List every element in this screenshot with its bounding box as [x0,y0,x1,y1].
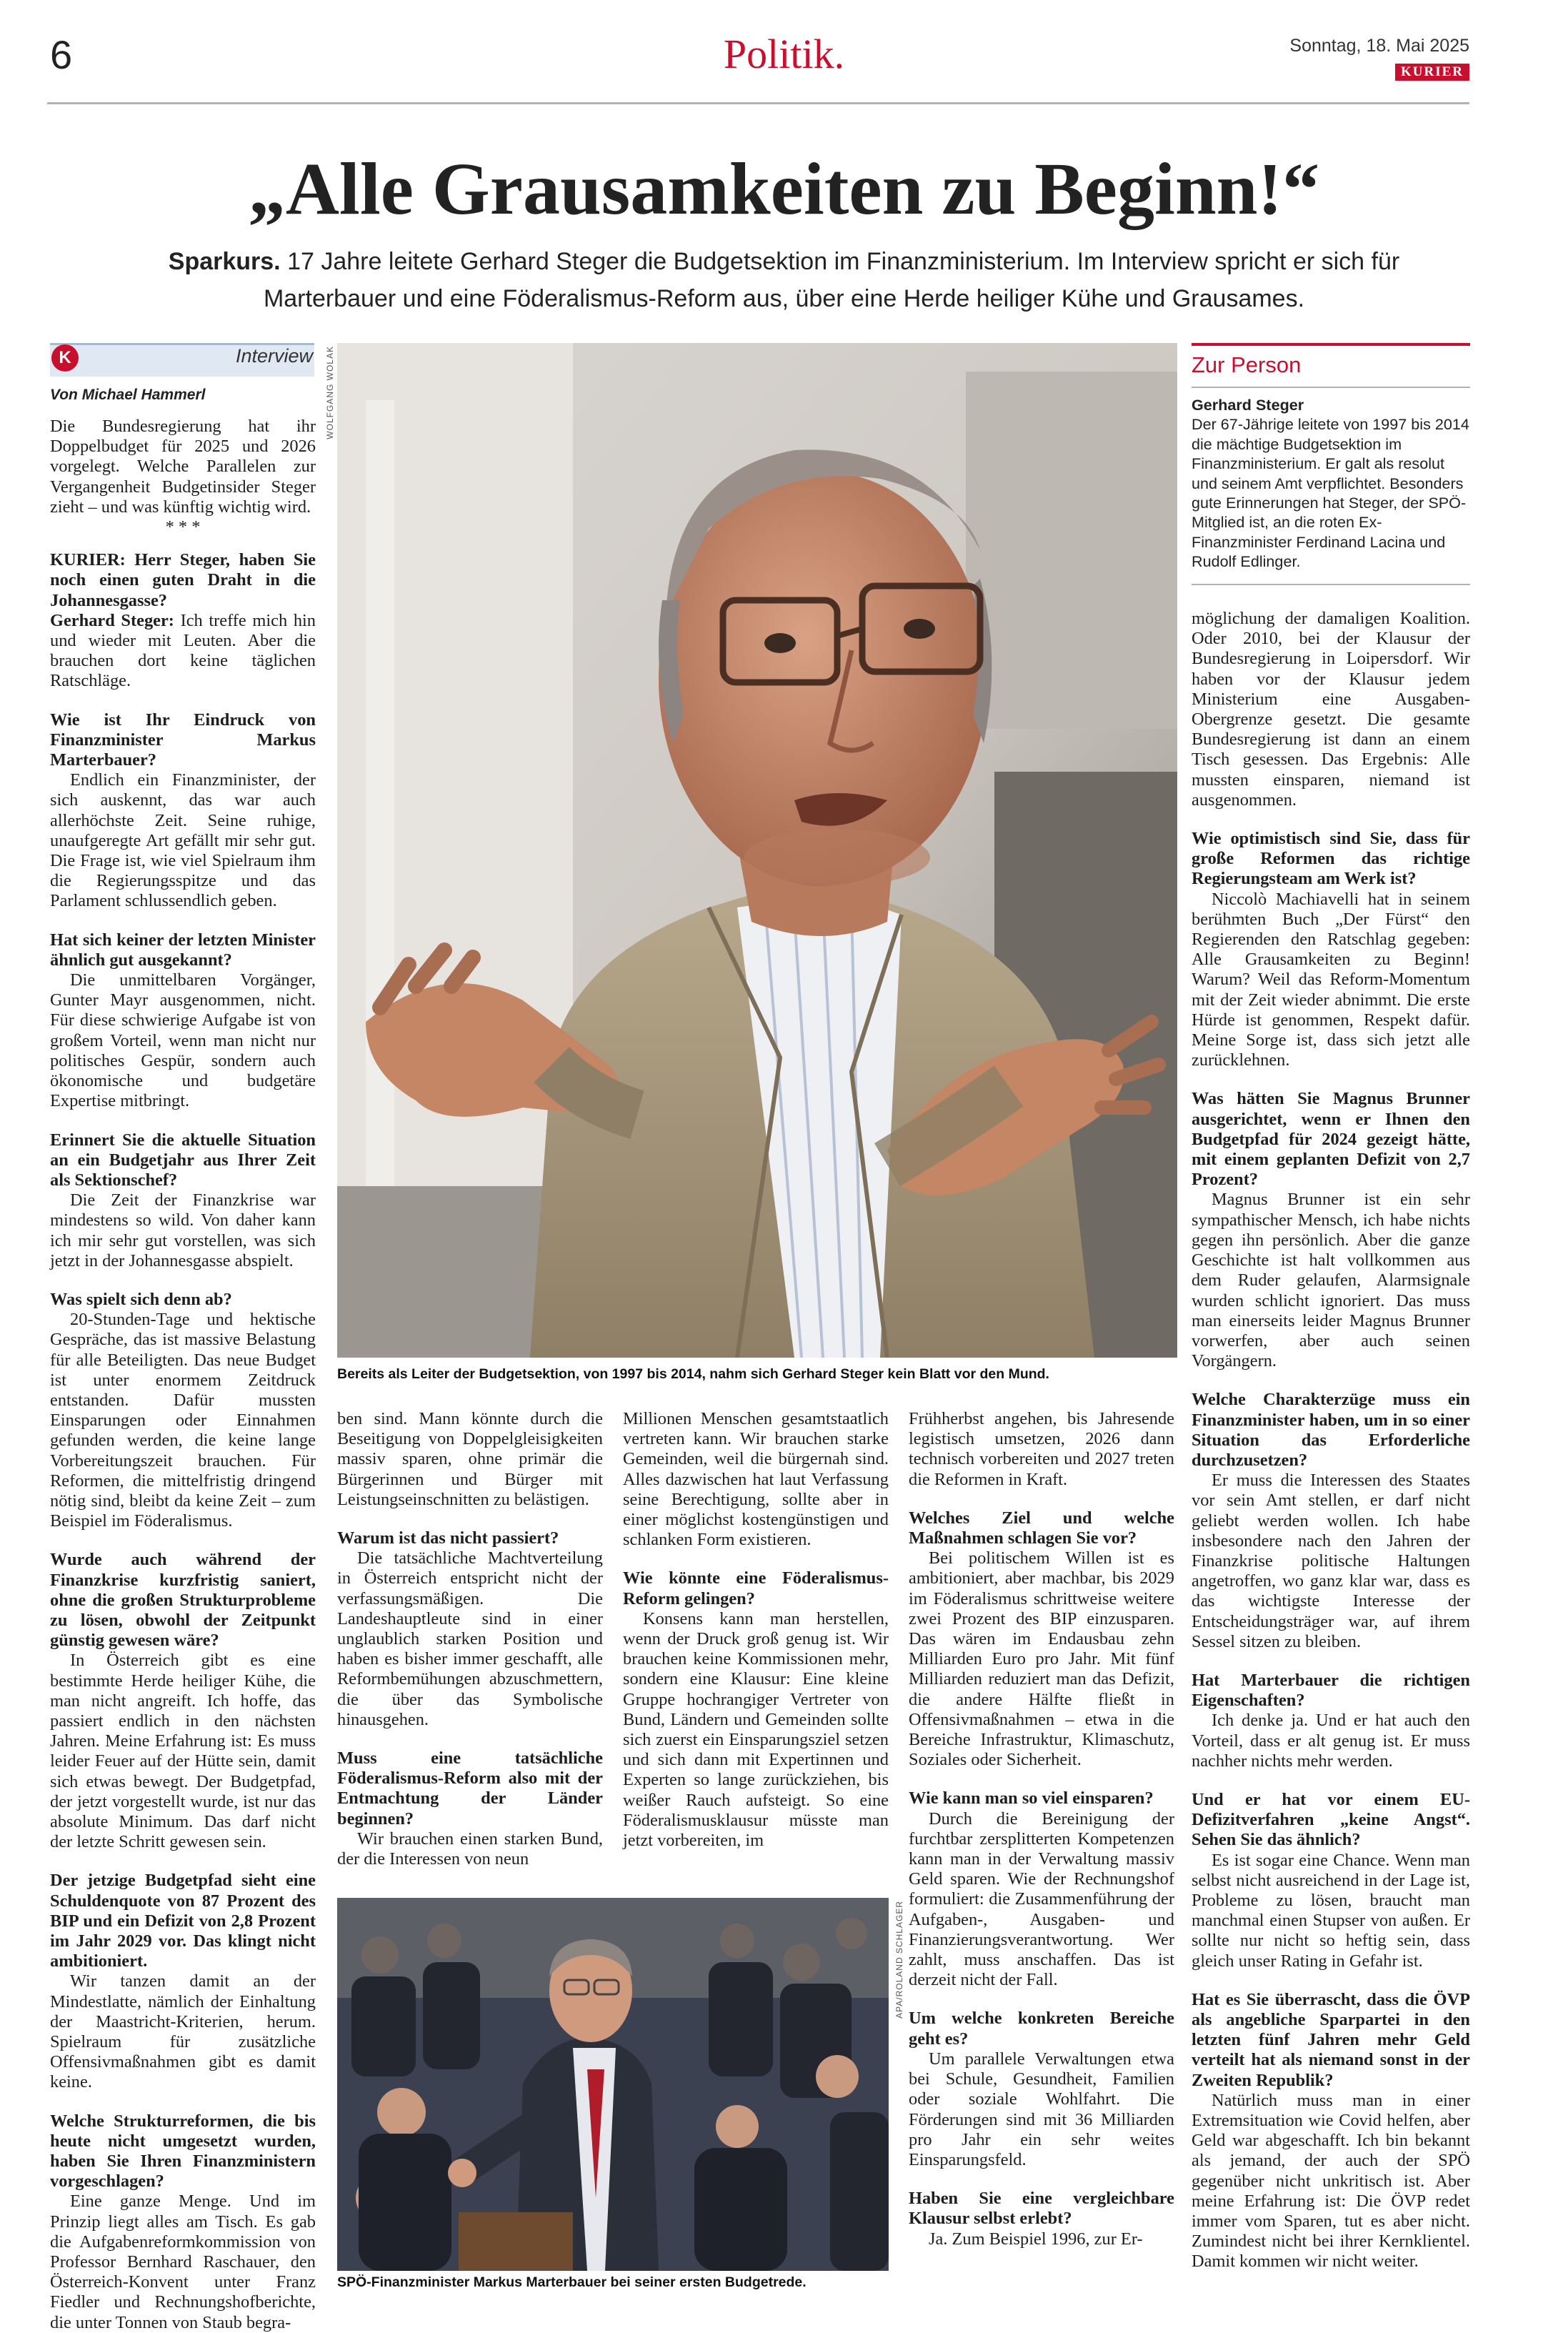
question: Hat sich keiner der letzten Minister ähnlich gut ausgekannt? [50,930,316,970]
question: Wie kann man so viel einsparen? [909,1789,1154,1809]
person-box-title: Zur Person [1192,352,1302,377]
answer-text: Ich treffe mich hin und wieder mit Leuten. Aber die brauchen dort keine täglichen Ratschläge. [50,610,316,691]
column-2 [337,1409,603,1869]
answer: Ja. Zum Beispiel 1996, zur Er- [929,2229,1143,2249]
headline: „Alle Grausamkeiten zu Beginn!“ [248,148,1320,230]
question: Wie könnte eine Föderalismus-Reform gelingen? [623,1568,889,1608]
question: Haben Sie eine vergleichbare Klausur selbst erlebt? [909,2189,1174,2229]
question: Wie optimistisch sind Sie, dass für große Reformen das richtige Regierungsteam am Werk ist? [1192,829,1470,889]
answer [50,611,316,692]
main-photo [337,343,1177,1358]
brand-logo: KURIER [1395,64,1469,81]
second-photo [337,1898,889,2271]
column-3 [623,1409,889,1851]
answer: Millionen Menschen gesamtstaatlich vertreten kann. Wir brauchen starke Gemeinden, weil die bürgernah sind. Alles dazwischen hat laut Verfassung seine Berechtigung, sollte aber in einer möglichst kostengünstigen und schlanken Form existieren. [623,1409,889,1550]
interview-label: Interview [235,345,313,367]
stars-separator: * * * [165,517,201,537]
photo-credit: WOLFGANG WOLAK [325,346,335,439]
answer: Durch die Bereinigung der furchtbar zersplitterten Kompetenzen kann man in der Verwaltung massiv Geld sparen. Wie der Rechnungshof formuliert: die Zusammenführung der Aufgaben-, Ausgaben- und Finanzierungsverantwortung. Wer zahlt, muss anschaffen. Das ist derzeit nicht der Fall. [909,1809,1174,1990]
person-name: Gerhard Steger [1192,396,1304,414]
person-box-rule [1192,343,1470,346]
speaker-label: Gerhard Steger: [50,610,174,630]
answer: Endlich ein Finanzminister, der sich auskennt, das war auch allerhöchste Zeit. Seine ruhige, unaufgeregte Art gefällt mir sehr gut. Die Frage ist, wie viel Spielraum ihm die Regierungsspitze und das Parlament schlussendlich geben. [50,770,316,911]
answer: Um parallele Verwaltungen etwa bei Schule, Gesundheit, Familien oder soziale Wohlfahrt. Die Förderungen sind mit 36 Milliarden pro Jahr ein sehr weites Einsparungsfeld. [909,2049,1174,2169]
date-box [1289,36,1469,81]
header-rule [47,102,1469,104]
page-number: 6 [50,32,73,77]
column-5 [1192,609,1470,2272]
photo-gerhard-steger [337,343,1177,1358]
intro: Die Bundesregierung hat ihr Doppelbudget für 2025 und 2026 vorgelegt. Welche Parallelen zur Vergangenheit Budgetinsider Steger zieht – und was künftig wichtig wird. [50,417,316,517]
answer: Natürlich muss man in einer Extremsituation wie Covid helfen, aber Geld war abgeschafft. Ich bin bekannt als jemand, der auch der SPÖ gegenüber nicht unkritisch ist. Aber meine Erfahrung ist: Die ÖVP redet immer vom Sparen, tut es aber nicht. Zumindest nicht bei ihrer Kernklientel. Damit kommen wir nicht weiter. [1192,2090,1470,2272]
answer: ben sind. Mann könnte durch die Beseitigung von Doppelgleisigkeiten massiv sparen, ohne primär die Bürgerinnen und Bürger mit Leistungseinschnitten zu belästigen. [337,1409,603,1509]
answer: Eine ganze Menge. Und im Prinzip liegt alles am Tisch. Es gab die Aufgabenreformkommission von Professor Bernhard Raschauer, den Österreich-Konvent unter Franz Fiedler und Rechnungshofberichte, die unter Tonnen von Staub begra- [50,2192,316,2332]
photo-marterbauer-budget-speech [337,1898,889,2271]
question: Welche Strukturreformen, die bis heute nicht umgesetzt wurden, haben Sie Ihren Finanzministern vorgeschlagen? [50,2111,316,2192]
column-1 [50,417,316,2333]
answer: Die unmittelbaren Vorgänger, Gunter Mayr ausgenommen, nicht. Für diese schwierige Aufgabe ist von großem Vorteil, wenn man nicht nur politisches Gespür, sondern auch ökonomische und budgetäre Expertise mitbringt. [50,970,316,1111]
answer: Er muss die Interessen des Staates vor sein Amt stellen, er darf nicht geliebt werden wollen. Ich habe insbesondere nach den Jahren der Finanzkrise politische Haltungen angetroffen, wo ganz klar war, dass es das wichtigste Interesse der Entscheidungsträger war, auf ihrem Sessel sitzen zu bleiben. [1192,1471,1470,1651]
column-4 [909,1409,1174,2249]
question: Was spielt sich denn ab? [50,1289,232,1309]
person-box-bottom-rule [1192,584,1470,585]
section-title: Politik. [723,31,845,77]
question: Was hätten Sie Magnus Brunner ausgerichtet, wenn er Ihnen den Budgetpfad für 2024 gezeigt hätte, mit einem geplanten Defizit von 2,7 Prozent? [1192,1089,1470,1190]
answer: Die Zeit der Finanzkrise war mindestens so wild. Von daher kann ich mir sehr gut vorstellen, was sich jetzt in der Johannesgasse abspielt. [50,1190,316,1270]
answer: möglichung der damaligen Koalition. Oder 2010, bei der Klausur der Bundesregierung in Loipersdorf. Wir haben vor der Klausur jedem Ministerium eine Ausgaben-Obergrenze gesetzt. Die gesamte Bundesregierung ist dann an einem Tisch gesessen. Das Ergebnis: Alle mussten einsparen, niemand ist ausgenommen. [1192,609,1470,810]
deck-kicker: Sparkurs. [168,248,281,275]
question: Welche Charakterzüge muss ein Finanzminister haben, um in so einer Situation das Erforderliche durchzusetzen? [1192,1390,1470,1470]
answer: Die tatsächliche Machtverteilung in Österreich entspricht nicht der verfassungsmäßigen. Die Landeshauptleute sind in einer unglaublich starken Position und haben es bisher immer geschafft, alle Reformbemühungen abzuschmettern, die über das Symbolische hinausgehen. [337,1548,603,1729]
person-bio: Der 67-Jährige leitete von 1997 bis 2014 die mächtige Budgetsektion im Finanzministerium. Er galt als resolut und seinem Amt verpflichtet. Besonders gute Erinnerungen hat Steger, der SPÖ-Mitglied ist, an die roten Ex-Finanzminister Ferdinand Lacina und Rudolf Edlinger. [1192,415,1469,571]
question: Wie ist Ihr Eindruck von Finanzminister Markus Marterbauer? [50,710,316,770]
question: Muss eine tatsächliche Föderalismus-Reform also mit der Entmachtung der Länder beginnen? [337,1748,603,1829]
photo-caption: SPÖ-Finanzminister Markus Marterbauer bei seiner ersten Budgetrede. [337,2274,807,2290]
answer: 20-Stunden-Tage und hektische Gespräche, das ist massive Belastung für alle Beteiligten. Das neue Budget ist unter enormem Zeitdruck entstanden. Dafür mussten Einsparungen oder Einnahmen gefunden werden, die keine lange Vorbereitungszeit brauchen. Für Reformen, die mittelfristig dringend nötig sind, bleibt da keine Zeit – zum Beispiel im Föderalismus. [50,1310,316,1531]
question: Erinnert Sie die aktuelle Situation an ein Budgetjahr aus Ihrer Zeit als Sektionschef? [50,1130,316,1190]
byline: Von Michael Hammerl [50,387,206,403]
answer: Bei politischem Willen ist es ambitioniert, aber machbar, bis 2029 im Föderalismus schrittweise weitere zwei Prozent des BIP einzusparen. Das wären im Endausbau zehn Milliarden Euro pro Jahr. Mit fünf Milliarden reduziert man das Defizit, die andere Hälfte fließt in Offensivmaßnahmen – etwa in die Bereiche Infrastruktur, Klimaschutz, Soziales oder Sicherheit. [909,1548,1174,1770]
answer: Frühherbst angehen, bis Jahresende legistisch umsetzen, 2026 dann technisch vorbereiten und 2027 treten die Reformen in Kraft. [909,1409,1174,1489]
answer: Niccolò Machiavelli hat in seinem berühmten Buch „Der Fürst“ den Regierenden den Ratschlag gegeben: Alle Grausamkeiten zu Beginn! Warum? Weil das Reform-Momentum mit der Zeit wieder abnimmt. Die erste Hürde ist genommen, Respekt dafür. Meine Sorge ist, dass sich jetzt alle zurücklehnen. [1192,889,1470,1070]
photo-credit: APA/ROLAND SCHLAGER [894,1901,904,2019]
deck [164,243,1404,317]
person-box [1192,395,1470,572]
kurier-k-icon: K [51,344,79,372]
question: Hat es Sie überrascht, dass die ÖVP als angebliche Sparpartei in den letzten fünf Jahren mehr Geld verteilt hat als niemand sonst in der Zweiten Republik? [1192,1989,1470,2090]
answer: Es ist sogar eine Chance. Wenn man selbst nicht ausreichend in der Lage ist, Probleme zu lösen, braucht man manchmal einen Stupser von außen. Er sollte nur nicht so heftig sein, dass gleich unser Rating in Gefahr ist. [1192,1850,1470,1971]
answer: Magnus Brunner ist ein sehr sympathischer Mensch, ich habe nichts gegen ihn persönlich. Aber die ganze Geschichte ist halt vollkommen aus dem Ruder gelaufen, Alarmsignale wurden schlicht ignoriert. Das muss man einerseits leider Magnus Brunner vorwerfen, aber auch seinen Vorgängern. [1192,1190,1470,1371]
question: Wurde auch während der Finanzkrise kurzfristig saniert, ohne die großen Strukturprobleme zu lösen, obwohl der Zeitpunkt günstig gewesen wäre? [50,1550,316,1651]
answer: Ich denke ja. Und er hat auch den Vorteil, dass er alt genug ist. Er muss nachher nichts mehr werden. [1192,1711,1470,1771]
issue-date: Sonntag, 18. Mai 2025 [1289,36,1469,56]
answer: In Österreich gibt es eine bestimmte Herde heiliger Kühe, die man nicht angreift. Ich hoffe, das passiert endlich in den nächsten Jahren. Meine Erfahrung ist: Es muss leider Feuer auf der Hütte sein, damit sich etwas bewegt. Der Budgetpfad, der jetzt vorgestellt wurde, ist nur das absolute Minimum. Das darf nicht der letzte Schritt gewesen sein. [50,1651,316,1852]
answer: Wir tanzen damit an der Mindestlatte, nämlich der Einhaltung der Maastricht-Kriterien, herum. Spielraum für zusätzliche Offensivmaßnahmen gibt es damit keine. [50,1971,316,2092]
question: Hat Marterbauer die richtigen Eigenschaften? [1192,1670,1470,1711]
question: Der jetzige Budgetpfad sieht eine Schuldenquote von 87 Prozent des BIP und ein Defizit von 2,8 Prozent im Jahr 2029 vor. Das klingt nicht ambitioniert. [50,1871,316,1971]
deck-text: 17 Jahre leitete Gerhard Steger die Budgetsektion im Finanzministerium. Im Interview spricht er sich für Marterbauer und eine Föderalismus-Reform aus, über eine Herde heiliger Kühe und Grausames. [263,248,1400,312]
question: Um welche konkreten Bereiche geht es? [909,2009,1174,2049]
person-box-divider [1192,387,1470,388]
question: Welches Ziel und welche Maßnahmen schlagen Sie vor? [909,1508,1174,1548]
question: Und er hat vor einem EU-Defizitverfahren „keine Angst“. Sehen Sie das ähnlich? [1192,1789,1470,1850]
question: KURIER: Herr Steger, haben Sie noch einen guten Draht in die Johannesgasse? [50,550,316,610]
answer: Wir brauchen einen starken Bund, der die Interessen von neun [337,1829,603,1869]
question: Warum ist das nicht passiert? [337,1528,559,1548]
answer: Konsens kann man herstellen, wenn der Druck groß genug ist. Wir brauchen keine Kommissionen mehr, sondern eine Klausur: Eine kleine Gruppe hochrangiger Vertreter von Bund, Ländern und Gemeinden sollte sich zuerst ein Einsparungsziel setzen und sich dann mit Expertinnen und Experten so lange zurückziehen, bis weißer Rauch aufsteigt. So eine Föderalismusklausur müsste man jetzt vorbereiten, im [623,1608,889,1851]
photo-caption: Bereits als Leiter der Budgetsektion, von 1997 bis 2014, nahm sich Gerhard Steger kein Blatt vor den Mund. [337,1366,1049,1382]
